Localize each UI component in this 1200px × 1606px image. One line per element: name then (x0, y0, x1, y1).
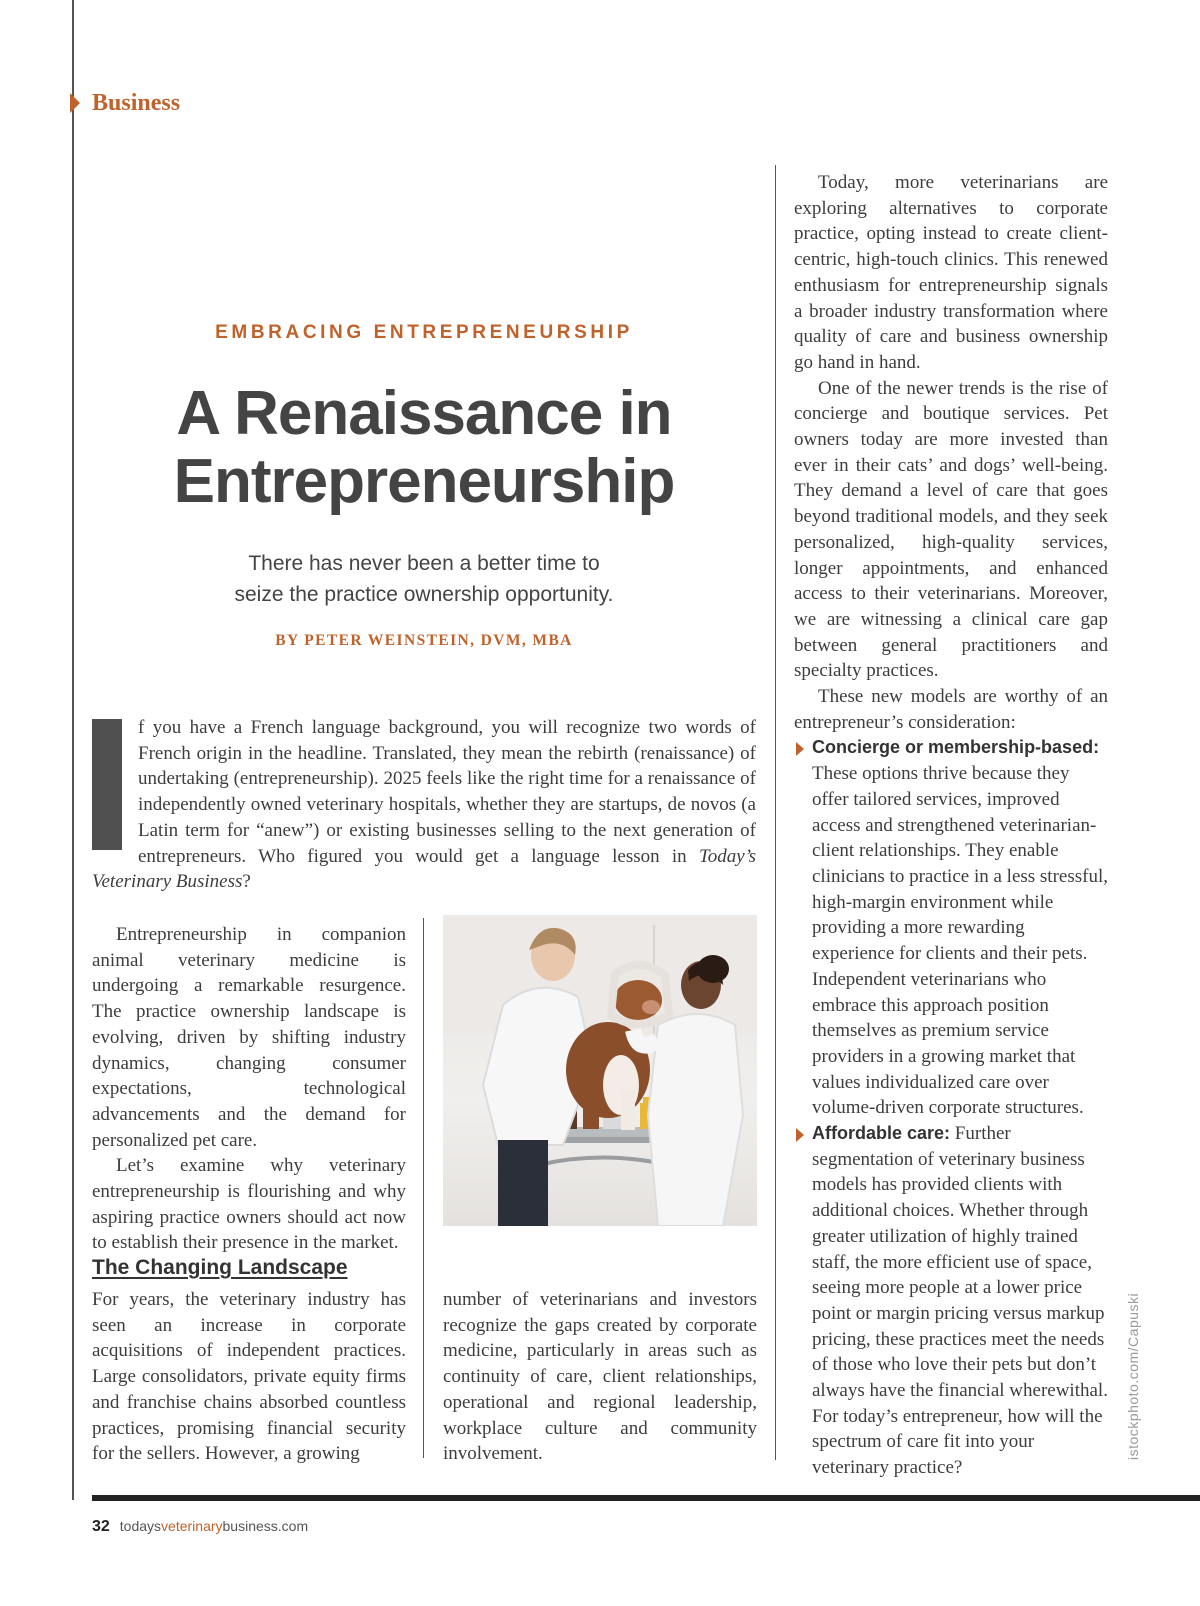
column-1-top (92, 922, 406, 1256)
section-arrow-icon (70, 93, 80, 113)
article-kicker: EMBRACING ENTREPRENEURSHIP (215, 322, 633, 343)
bullet-item (794, 1121, 1108, 1481)
deck-line-2: seize the practice ownership opportunity. (234, 583, 614, 606)
veterinarians-with-dog-image (443, 915, 757, 1226)
article-deck (92, 548, 756, 610)
section-tag (70, 88, 180, 118)
section-label: Business (92, 89, 181, 116)
article-byline: BY PETER WEINSTEIN, DVM, MBA (275, 632, 573, 649)
footer-rule (92, 1495, 1200, 1501)
article-headline (92, 380, 756, 516)
column-2-bottom (443, 1287, 757, 1467)
page-number: 32 (92, 1518, 110, 1535)
deck-line-1: There has never been a better time to (248, 552, 600, 575)
site-url-highlight: veterinary (161, 1518, 223, 1534)
intro-text (92, 715, 756, 895)
column-divider (775, 165, 776, 1460)
bullet-text: Further segmentation of veterinary business models has provided clients with additional choices. Whether through greater utilization of highly trained staff, the more efficient use of space, seeing more people at a lower price point or margin pricing versus markup pricing, these practices meet the needs of those who love their pets but don’t always have the financial wherewithal. For today’s entrepreneur, how will the spectrum of care fit into your veterinary practice? (812, 1123, 1108, 1479)
site-url (120, 1518, 308, 1534)
body-paragraph: These new models are worthy of an entrepreneur’s consideration: (794, 686, 1108, 733)
page-margin-rule (72, 0, 74, 1500)
body-paragraph: number of veterinarians and investors recognize the gaps created by corporate medicine, particularly in areas such as continuity of care, client relationships, operational and regional leadership, workplace culture and community involvement. (443, 1289, 757, 1465)
headline-line-2: Entrepreneurship (173, 447, 675, 516)
section-subhead: The Changing Landscape (92, 1256, 348, 1279)
column-1-bottom (92, 1287, 406, 1467)
headline-line-1: A Renaissance in (176, 379, 672, 448)
bullet-item (794, 735, 1108, 1121)
body-paragraph: Entrepreneurship in companion animal veterinary medicine is undergoing a remarkable resurgence. The practice ownership landscape is evolving, driven by shifting industry dynamics, changing consumer expectations, technological advancements and the demand for personalized pet care. (92, 924, 406, 1151)
bullet-arrow-icon (796, 1128, 804, 1142)
intro-end-text: ? (242, 871, 251, 893)
column-divider (423, 918, 424, 1458)
article-photo (443, 915, 757, 1226)
body-paragraph: Let’s examine why veterinary entrepreneurship is flourishing and why aspiring practice owners should act now to establish their presence in the market. (92, 1155, 406, 1254)
intro-lead-text: f you have a French language background, you will recognize two words of French origin in the headline. Translated, they mean the rebirth (renaissance) of undertaking (entrepreneurship). 2025 feels like the right time for a renaissance of independently owned veterinary hospitals, whether they are startups, de novos (a Latin term for “anew”) or existing businesses selling to the next generation of entrepreneurs. Who figured you would get a language lesson in (138, 717, 756, 867)
body-paragraph: For years, the veterinary industry has seen an increase in corporate acquisitions of independent practices. Large consolidators, private equity firms and franchise chains absorbed countless practices, promising financial security for the sellers. However, a growing (92, 1289, 406, 1465)
body-paragraph: Today, more veterinarians are exploring alternatives to corporate practice, opting instead to create client-centric, high-touch clinics. This renewed enthusiasm for entrepreneurship signals a broader industry transformation where quality of care and business ownership go hand in hand. (794, 172, 1108, 373)
photo-credit: istockphoto.com/Capuski (1125, 1292, 1141, 1460)
bullet-lead: Affordable care: (812, 1123, 951, 1144)
intro-paragraph (92, 715, 756, 895)
site-url-suffix: business.com (222, 1518, 309, 1534)
publication-name: Today’s Veterinary Business (92, 845, 756, 893)
column-3 (794, 170, 1108, 1481)
bullet-arrow-icon (796, 742, 804, 756)
drop-cap-letter-i (92, 719, 122, 850)
body-paragraph: One of the newer trends is the rise of concierge and boutique services. Pet owners today are more invested than ever in their cats’ and dogs’ well-being. They demand a level of care that goes beyond traditional models, and they seek personalized, high-quality services, longer appointments, and enhanced access to their veterinarians. Moreover, we are witnessing a clinical care gap between general practitioners and specialty practices. (794, 377, 1108, 682)
bullet-text: These options thrive because they offer tailored services, improved access and strengthened veterinarian-client relationships. They enable clinicians to practice in a less stressful, high-margin environment while providing a more rewarding experience for clients and their pets. Independent veterinarians who embrace this approach position themselves as premium service providers in a growing market that values individualized care over volume-driven corporate structures. (812, 763, 1108, 1119)
site-url-prefix: todays (119, 1518, 162, 1534)
page-footer (92, 1518, 308, 1536)
bullet-lead: Concierge or membership-based: (812, 737, 1100, 758)
